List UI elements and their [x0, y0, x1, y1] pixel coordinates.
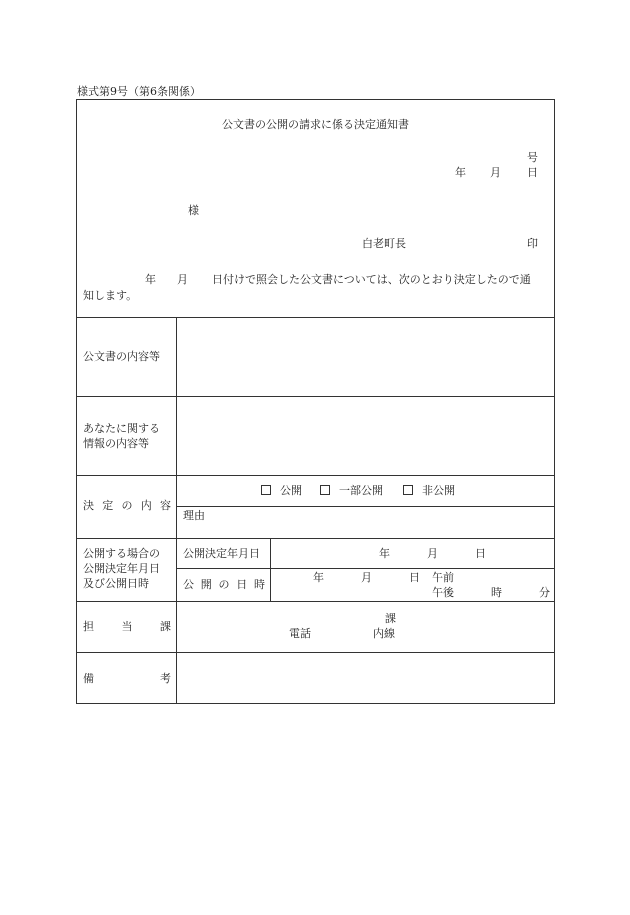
disclosure-time-year: 年 — [313, 571, 324, 584]
department-label: 担 当 課 — [83, 620, 171, 633]
reason-label: 理由 — [183, 509, 205, 522]
personal-info-field[interactable] — [180, 399, 552, 473]
divider — [76, 396, 555, 397]
disclosure-label-line2: 公開決定年月日 — [83, 562, 160, 575]
personal-info-label-line1: あなたに関する — [83, 422, 160, 435]
option-public[interactable]: 公開 — [261, 485, 302, 497]
decision-date-month: 月 — [427, 547, 438, 560]
disclosure-time-pm: 午後 — [432, 586, 454, 599]
decision-date-day: 日 — [475, 547, 486, 560]
divider — [76, 317, 555, 318]
disclosure-time-month: 月 — [361, 571, 372, 584]
checkbox-icon[interactable] — [261, 485, 271, 495]
phone-label: 電話 — [289, 627, 311, 640]
document-contents-field[interactable] — [180, 320, 552, 394]
document-title: 公文書の公開の請求に係る決定通知書 — [222, 118, 409, 131]
form-label: 様式第9号（第6条関係） — [77, 85, 201, 98]
date-month: 月 — [490, 166, 501, 179]
divider — [270, 538, 271, 601]
body-year: 年 — [145, 273, 156, 286]
option-non-public[interactable]: 非公開 — [403, 485, 455, 497]
divider — [76, 601, 555, 602]
divider — [76, 475, 555, 476]
checkbox-icon[interactable] — [403, 485, 413, 495]
personal-info-label-line2: 情報の内容等 — [83, 437, 149, 450]
body-text-line2: 知します。 — [83, 289, 138, 302]
section-suffix: 課 — [385, 612, 396, 625]
divider — [76, 538, 555, 539]
decision-date-year: 年 — [379, 547, 390, 560]
document-contents-label: 公文書の内容等 — [83, 350, 160, 363]
divider — [176, 568, 555, 569]
option-partial-public[interactable]: 一部公開 — [320, 485, 383, 497]
date-day: 日 — [527, 166, 538, 179]
disclosure-time-am: 午前 — [432, 571, 454, 584]
document-number-suffix: 号 — [527, 151, 538, 164]
issuer-name: 白老町長 — [362, 237, 406, 250]
disclosure-time-label: 公 開 の 日 時 — [183, 578, 265, 591]
divider — [176, 317, 177, 704]
date-year: 年 — [455, 166, 466, 179]
decision-date-label: 公開決定年月日 — [183, 547, 260, 560]
checkbox-icon[interactable] — [320, 485, 330, 495]
body-month: 月 — [177, 273, 188, 286]
body-text-line1: 日付けで照会した公文書については、次のとおり決定したので通 — [212, 273, 531, 286]
remarks-label: 備 考 — [83, 672, 171, 685]
divider — [76, 652, 555, 653]
disclosure-label-line1: 公開する場合の — [83, 547, 160, 560]
decision-label: 決 定 の 内 容 — [83, 499, 171, 512]
addressee-suffix: 様 — [188, 204, 199, 217]
disclosure-time-hour: 時 — [491, 586, 502, 599]
disclosure-label-line3: 及び公開日時 — [83, 577, 149, 590]
seal-mark: 印 — [527, 237, 538, 250]
extension-label: 内線 — [373, 627, 395, 640]
remarks-field[interactable] — [180, 655, 552, 701]
divider — [176, 506, 555, 507]
disclosure-time-minute: 分 — [539, 586, 550, 599]
disclosure-time-day: 日 — [409, 571, 420, 584]
